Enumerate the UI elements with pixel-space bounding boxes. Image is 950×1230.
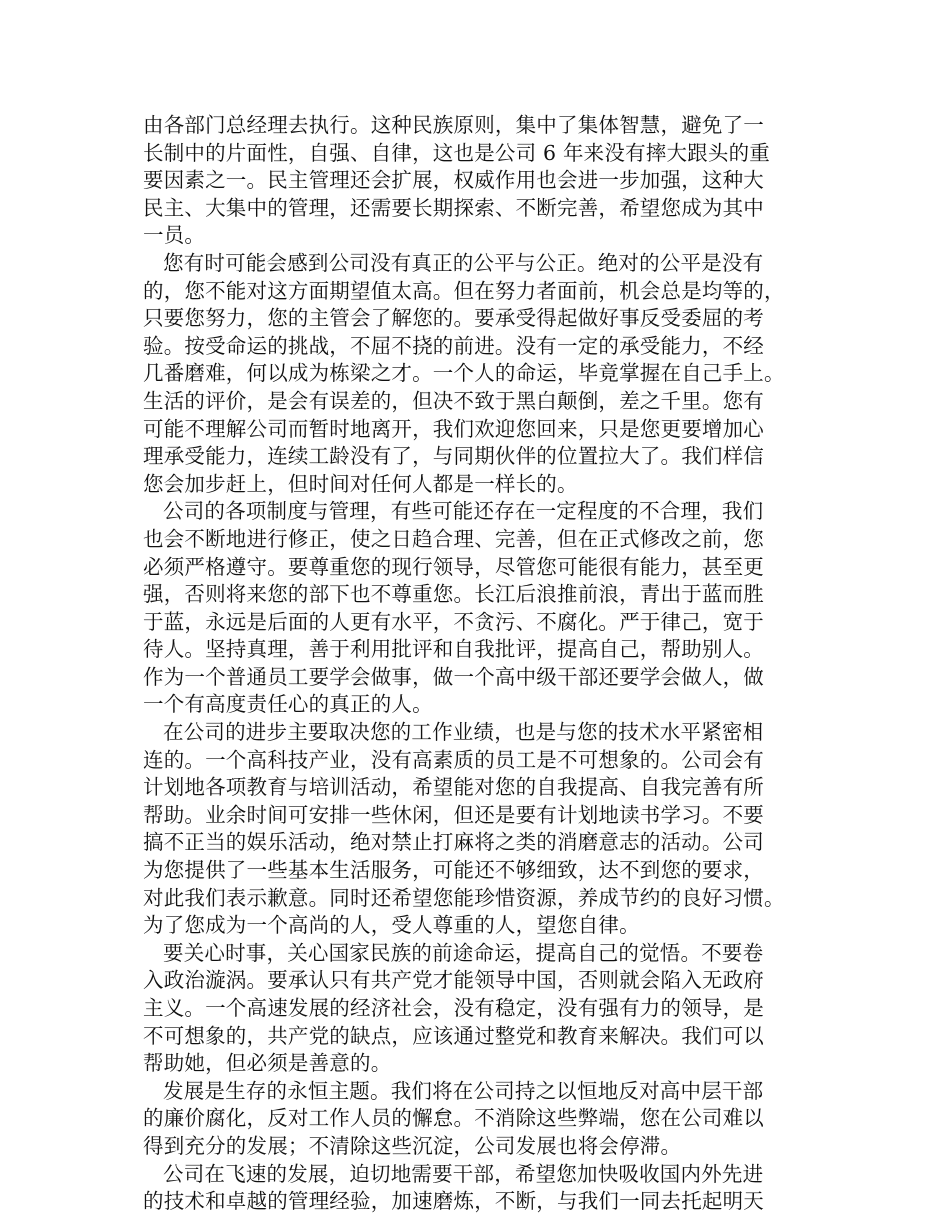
text-line: 民主、大集中的管理，还需要长期探索、不断完善，希望您成为其中 xyxy=(143,195,764,220)
text-line: 公司在飞速的发展，迫切地需要干部，希望您加快吸收国内外先进 xyxy=(163,1161,764,1186)
text-line: 强，否则将来您的部下也不尊重您。长江后浪推前浪，青出于蓝而胜 xyxy=(143,582,764,607)
document-body xyxy=(143,112,808,1216)
paragraph xyxy=(143,112,808,250)
text-line: 在公司的进步主要取决您的工作业绩，也是与您的技术水平紧密相 xyxy=(163,720,764,745)
text-line: 要关心时事，关心国家民族的前途命运，提高自己的觉悟。不要卷 xyxy=(163,940,764,965)
text-line: 帮助。业余时间可安排一些休闲，但还是要有计划地读书学习。不要 xyxy=(143,802,764,827)
paragraph xyxy=(143,250,808,498)
paragraph xyxy=(143,1078,808,1161)
text-line: 几番磨难，何以成为栋梁之才。一个人的命运，毕竟掌握在自己手上。 xyxy=(143,361,785,386)
text-line: 生活的评价，是会有误差的，但决不致于黑白颠倒，差之千里。您有 xyxy=(143,388,764,413)
text-line: 计划地各项教育与培训活动，希望能对您的自我提高、自我完善有所 xyxy=(143,775,764,800)
text-line: 您会加步赶上，但时间对任何人都是一样长的。 xyxy=(143,471,578,496)
text-line: 也会不断地进行修正，使之日趋合理、完善，但在正式修改之前，您 xyxy=(143,526,764,551)
text-line: 必须严格遵守。要尊重您的现行领导，尽管您可能很有能力，甚至更 xyxy=(143,554,764,579)
text-line: 连的。一个高科技产业，没有高素质的员工是不可想象的。公司会有 xyxy=(143,747,764,772)
text-line: 公司的各项制度与管理，有些可能还存在一定程度的不合理，我们 xyxy=(163,499,764,524)
text-line: 一个有高度责任心的真正的人。 xyxy=(143,692,433,717)
paragraph xyxy=(143,1161,808,1216)
text-line: 作为一个普通员工要学会做事，做一个高中级干部还要学会做人，做 xyxy=(143,664,764,689)
text-line: 的，您不能对这方面期望值太高。但在努力者面前，机会总是均等的， xyxy=(143,278,785,303)
text-line: 得到充分的发展；不清除这些沉淀，公司发展也将会停滞。 xyxy=(143,1133,682,1158)
text-line: 一员。 xyxy=(143,223,206,248)
paragraph xyxy=(143,940,808,1078)
text-line: 为了您成为一个高尚的人，受人尊重的人，望您自律。 xyxy=(143,913,640,938)
text-line: 可能不理解公司而暂时地离开，我们欢迎您回来，只是您更要增加心 xyxy=(143,416,764,441)
text-line: 您有时可能会感到公司没有真正的公平与公正。绝对的公平是没有 xyxy=(163,250,764,275)
text-line: 的技术和卓越的管理经验，加速磨炼，不断，与我们一同去托起明天 xyxy=(143,1189,764,1214)
text-line: 对此我们表示歉意。同时还希望您能珍惜资源，养成节约的良好习惯。 xyxy=(143,885,785,910)
text-line: 待人。坚持真理，善于利用批评和自我批评，提高自己，帮助别人。 xyxy=(143,637,764,662)
text-line: 只要您努力，您的主管会了解您的。要承受得起做好事反受委屈的考 xyxy=(143,306,764,331)
text-line: 于蓝，永远是后面的人更有水平，不贪污、不腐化。严于律己，宽于 xyxy=(143,609,764,634)
paragraph xyxy=(143,498,808,719)
text-line: 搞不正当的娱乐活动，绝对禁止打麻将之类的消磨意志的活动。公司 xyxy=(143,830,764,855)
text-line: 帮助她，但必须是善意的。 xyxy=(143,1051,392,1076)
text-line: 为您提供了一些基本生活服务，可能还不够细致，达不到您的要求， xyxy=(143,858,764,883)
text-line: 入政治漩涡。要承认只有共产党才能领导中国，否则就会陷入无政府 xyxy=(143,968,764,993)
text-line: 理承受能力，连续工龄没有了，与同期伙伴的位置拉大了。我们样信 xyxy=(143,444,764,469)
text-line: 发展是生存的永恒主题。我们将在公司持之以恒地反对高中层干部 xyxy=(163,1078,764,1103)
text-line: 要因素之一。民主管理还会扩展，权威作用也会进一步加强，这种大 xyxy=(143,168,764,193)
text-line: 由各部门总经理去执行。这种民族原则，集中了集体智慧，避免了一 xyxy=(143,113,764,137)
text-line: 的廉价腐化，反对工作人员的懈怠。不消除这些弊端，您在公司难以 xyxy=(143,1106,764,1131)
paragraph xyxy=(143,719,808,940)
text-line: 不可想象的，共产党的缺点，应该通过整党和教育来解决。我们可以 xyxy=(143,1023,764,1048)
text-line: 主义。一个高速发展的经济社会，没有稳定，没有强有力的领导，是 xyxy=(143,996,764,1020)
text-line: 长制中的片面性，自强、自律，这也是公司 6 年来没有摔大跟头的重 xyxy=(143,140,770,165)
text-line: 验。按受命运的挑战，不屈不挠的前进。没有一定的承受能力，不经 xyxy=(143,333,764,358)
